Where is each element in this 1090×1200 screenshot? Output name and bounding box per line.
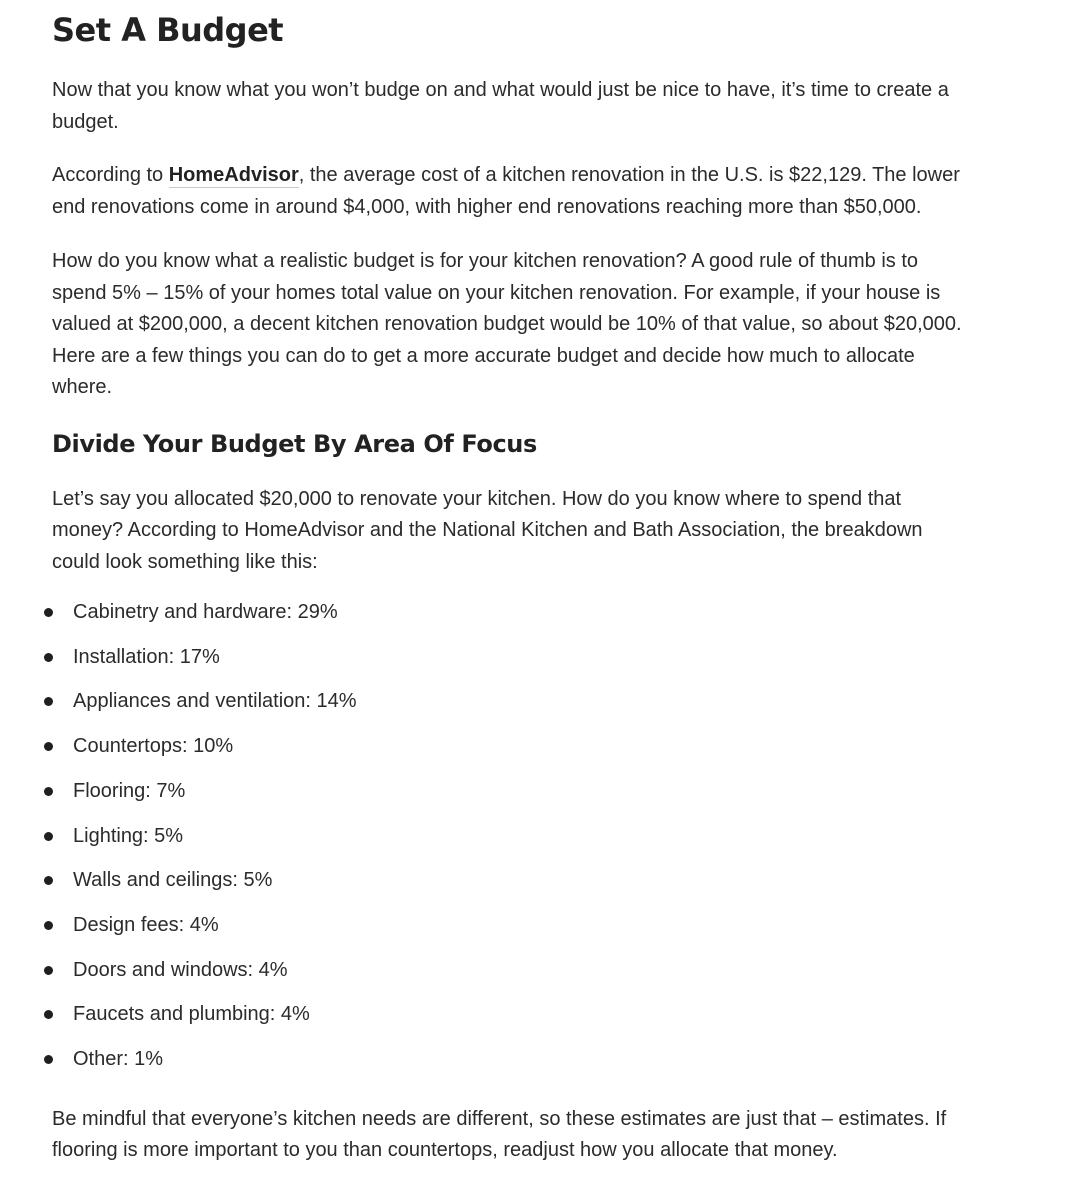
list-item	[44, 858, 967, 903]
list-item-text: Installation: 17%	[73, 645, 220, 668]
intro-paragraph: Now that you know what you won’t budge on and what would just be nice to have, it’s time to create a budget.	[52, 79, 949, 133]
bullet-icon	[44, 697, 53, 706]
bullet-icon	[44, 787, 53, 796]
list-item	[44, 724, 967, 769]
bullet-icon	[44, 832, 53, 841]
list-item	[44, 635, 967, 680]
average-cost-paragraph	[52, 160, 967, 223]
rule-of-thumb-paragraph: How do you know what a realistic budget is for your kitchen renovation? A good rule of thumb is to spend 5% – 15% of your homes total value on your kitchen renovation. For example, if your house is valued at $200,000, a decent kitchen renovation budget would be 10% of that value, so about $20,000. Here are a few things you can do to get a more accurate budget and decide how much to allocate where.	[52, 250, 962, 398]
list-item-text: Faucets and plumbing: 4%	[73, 1003, 310, 1026]
bullet-icon	[44, 742, 53, 751]
article-body	[52, 0, 967, 1167]
list-item	[44, 769, 967, 814]
list-item-text: Flooring: 7%	[73, 779, 186, 802]
subsection-heading: Divide Your Budget By Area Of Focus	[52, 429, 537, 458]
list-item	[44, 814, 967, 859]
list-item	[44, 1037, 967, 1082]
list-item	[44, 590, 967, 635]
section-heading: Set A Budget	[52, 11, 284, 49]
homeadvisor-link[interactable]: HomeAdvisor	[168, 164, 299, 186]
list-item-text: Walls and ceilings: 5%	[73, 869, 273, 892]
bullet-icon	[44, 608, 53, 617]
cost-text-after-link: , the average cost of a kitchen renovation in the U.S. is $22,129. The lower end renovations come in around $4,000, with higher end renovations reaching more than $50,000.	[52, 164, 960, 218]
list-item	[44, 679, 967, 724]
allocation-intro-paragraph: Let’s say you allocated $20,000 to renovate your kitchen. How do you know where to spend that money? According to HomeAdvisor and the National Kitchen and Bath Association, the breakdown could look something like this:	[52, 487, 923, 573]
bullet-icon	[44, 966, 53, 975]
list-item	[44, 948, 967, 993]
list-item	[44, 903, 967, 948]
list-item-text: Countertops: 10%	[73, 735, 234, 758]
closing-paragraph: Be mindful that everyone’s kitchen needs are different, so these estimates are just that – estimates. If flooring is more important to you than countertops, readjust how you allocate that money.	[52, 1107, 947, 1162]
list-item-text: Lighting: 5%	[73, 824, 184, 847]
list-item	[44, 992, 967, 1037]
list-item-text: Appliances and ventilation: 14%	[73, 690, 357, 713]
list-item-text: Doors and windows: 4%	[73, 958, 288, 981]
list-item-text: Cabinetry and hardware: 29%	[73, 601, 338, 623]
budget-breakdown-list	[44, 590, 967, 1082]
bullet-icon	[44, 1010, 53, 1019]
list-item-text: Other: 1%	[73, 1048, 164, 1071]
bullet-icon	[44, 1055, 53, 1064]
bullet-icon	[44, 921, 53, 930]
bullet-icon	[44, 876, 53, 885]
cost-text-before-link: According to	[52, 164, 169, 186]
list-item-text: Design fees: 4%	[73, 913, 219, 936]
bullet-icon	[44, 653, 53, 662]
